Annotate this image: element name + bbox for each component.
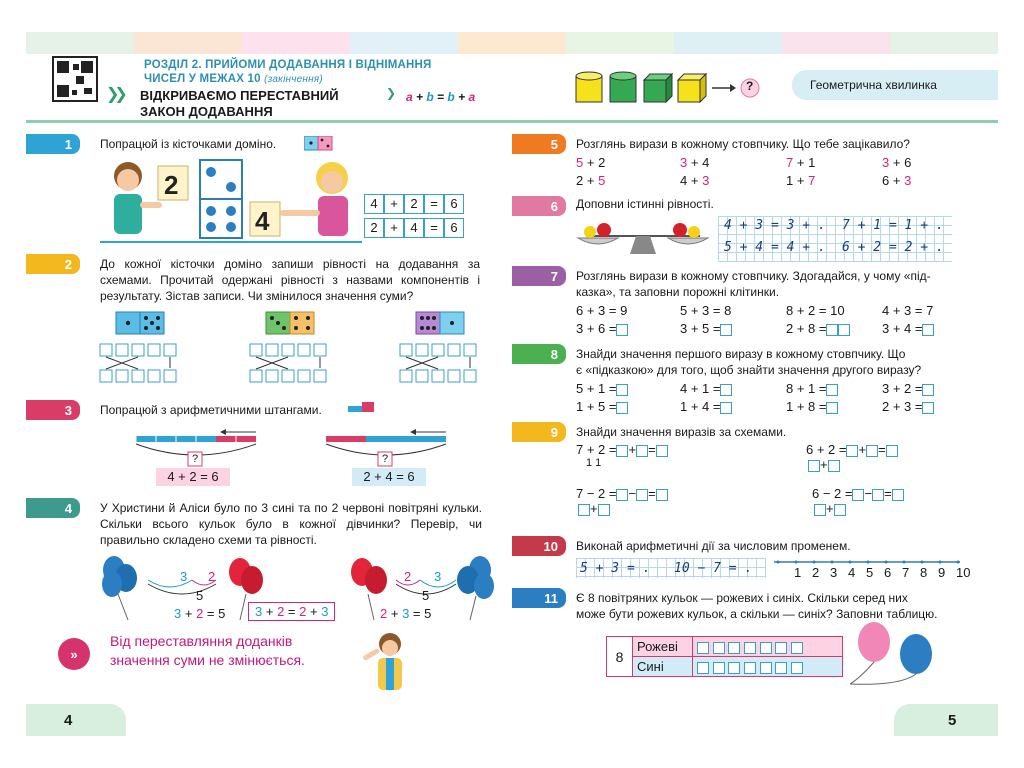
- answer-box[interactable]: [728, 662, 740, 674]
- answer-box[interactable]: [713, 642, 725, 654]
- rod-question-1: ?: [192, 453, 199, 465]
- eq2-cell: 4: [404, 218, 424, 238]
- row-label-pink: Рожеві: [633, 637, 693, 657]
- row-label-blue: Сині: [633, 657, 693, 677]
- eq2-cell: =: [424, 218, 444, 238]
- eq1-cell: 4: [364, 194, 384, 214]
- answer-box[interactable]: [846, 445, 858, 457]
- answer-box[interactable]: [616, 324, 628, 336]
- eq2-cell: 2: [364, 218, 384, 238]
- t6-eq-4: 6 + 2 = 2 + .: [842, 240, 944, 255]
- answer-box[interactable]: [814, 504, 826, 516]
- answer-box[interactable]: [828, 460, 840, 472]
- tick-label: 4: [848, 565, 856, 580]
- answer-box[interactable]: [636, 445, 648, 457]
- rule-icon: »: [58, 638, 90, 670]
- number-line-labels: [794, 565, 974, 580]
- task-number-1: 1: [26, 134, 80, 154]
- geometry-shapes: [574, 70, 764, 106]
- answer-box[interactable]: [866, 445, 878, 457]
- tick-label: 3: [830, 565, 838, 580]
- answer-box[interactable]: [744, 642, 756, 654]
- task-4-text: У Христини й Аліси було по 3 сині та по 2 червоні повітряні кульки. Скільки всього кульок було в кожної дівчинки? Перевір, чи правильно складено схеми та рівності.: [100, 501, 482, 547]
- teacher-illustration: [356, 630, 420, 694]
- answer-box[interactable]: [720, 324, 732, 336]
- answer-box[interactable]: [598, 504, 610, 516]
- answer-box[interactable]: [713, 662, 725, 674]
- t8-col-2: 4 + 1 = 1 + 4 =: [680, 380, 770, 416]
- answer-box[interactable]: [922, 384, 934, 396]
- kids-domino-illustration: [100, 156, 362, 244]
- t10-eq-1: 5 + 3 = .: [580, 561, 651, 576]
- answer-box[interactable]: [922, 324, 934, 336]
- top-color-strip: [26, 32, 998, 54]
- answer-box[interactable]: [656, 445, 668, 457]
- answer-box[interactable]: [775, 662, 787, 674]
- scheme-a-total: 5: [196, 588, 204, 603]
- t6-eq-1: 4 + 3 = 3 + .: [724, 218, 826, 233]
- svg-text:a + b = b + a: a + b = b + a: [406, 90, 476, 104]
- scheme-a-1: 3: [180, 569, 188, 584]
- answer-box[interactable]: [697, 662, 709, 674]
- task-number-5: 5: [512, 134, 566, 154]
- answer-box[interactable]: [578, 504, 590, 516]
- page-number-right: 5: [894, 704, 998, 736]
- rod-equation-2: 2 + 4 = 6: [352, 468, 426, 486]
- answer-box[interactable]: [616, 402, 628, 414]
- qr-code[interactable]: [52, 56, 98, 102]
- task-number-11: 11: [512, 588, 566, 608]
- balloon-equation-b: 2 + 3 = 5: [380, 606, 432, 621]
- t10-eq-2: 10 − 7 = .: [674, 561, 753, 576]
- balloons-table: [606, 636, 843, 677]
- answer-box[interactable]: [656, 489, 668, 501]
- answer-box[interactable]: [834, 504, 846, 516]
- domino-equation-2: [364, 218, 464, 238]
- card-2: 2: [164, 170, 179, 200]
- answer-box[interactable]: [720, 384, 732, 396]
- tick-label: 1: [794, 565, 802, 580]
- domino-small-icon: [304, 136, 334, 152]
- answer-box[interactable]: [616, 445, 628, 457]
- domino-schemes: [96, 310, 496, 390]
- double-chevron-icon: ❯❯: [106, 86, 123, 103]
- answer-box[interactable]: [728, 642, 740, 654]
- t8-col-1: 5 + 1 = 1 + 5 =: [576, 380, 666, 416]
- answer-box[interactable]: [852, 489, 864, 501]
- answer-box[interactable]: [775, 642, 787, 654]
- lesson-title: ВІДКРИВАЄМО ПЕРЕСТАВНИЙ ЗАКОН ДОДАВАННЯ: [140, 88, 339, 119]
- answer-box[interactable]: [616, 384, 628, 396]
- scheme-b-total: 5: [422, 588, 430, 603]
- answer-box[interactable]: [744, 662, 756, 674]
- tick-label: 7: [902, 565, 910, 580]
- t5-col-2: 3 + 4 4 + 3: [680, 155, 710, 188]
- rod-icon: [348, 402, 376, 416]
- t9-split: 1 1: [586, 457, 602, 469]
- domino-equation-1: [364, 194, 464, 214]
- task-number-9: 9: [512, 422, 566, 442]
- tick-label: 2: [812, 565, 820, 580]
- task-number-2: 2: [26, 254, 80, 274]
- pink-blue-balloons: [850, 622, 950, 688]
- header-divider: [26, 120, 998, 123]
- answer-box[interactable]: [720, 402, 732, 414]
- balloon-equation-a: 3 + 2 = 5: [174, 606, 226, 621]
- answer-box[interactable]: [826, 384, 838, 396]
- answer-box[interactable]: [760, 662, 772, 674]
- geometry-minute-tab: Геометрична хвилинка: [792, 70, 998, 100]
- task-number-4: 4: [26, 498, 80, 518]
- eq1-cell: 6: [444, 194, 464, 214]
- task-number-8: 8: [512, 344, 566, 364]
- table-total: 8: [607, 637, 633, 677]
- section-title: РОЗДІЛ 2. ПРИЙОМИ ДОДАВАННЯ І ВІДНІМАННЯ ЧИСЕЛ У МЕЖАХ 10 (закінчення): [144, 59, 432, 85]
- task-number-10: 10: [512, 536, 566, 556]
- answer-box[interactable]: [826, 402, 838, 414]
- task-5-text: Розглянь вирази в кожному стовпчику. Що тебе зацікавило?: [576, 137, 910, 151]
- t5-col-4: 3 + 6 6 + 3: [882, 155, 912, 188]
- t5-col-3: 7 + 1 1 + 7: [786, 155, 816, 188]
- answer-box[interactable]: [892, 489, 904, 501]
- tick-label: 8: [920, 565, 928, 580]
- eq2-cell: +: [384, 218, 404, 238]
- balloon-equation-middle: 3 + 2 = 2 + 3: [248, 602, 335, 621]
- rod-question-2: ?: [382, 453, 389, 465]
- balance-scale-illustration: [576, 222, 710, 256]
- formula-text: [406, 89, 496, 105]
- answer-box[interactable]: [697, 642, 709, 654]
- answer-box[interactable]: [791, 642, 803, 654]
- answer-box[interactable]: [922, 402, 934, 414]
- t9-scheme-4: 6 − 2 = − = +: [812, 486, 904, 516]
- task-1-text: Попрацюй із кісточками доміно.: [100, 137, 277, 151]
- textbook-spread: [26, 32, 998, 736]
- task-8-text: Знайди значення першого виразу в кожному стовпчику. Що є «підказкою» для того, щоб знайти значення другого виразу?: [576, 347, 922, 377]
- answer-box[interactable]: [791, 662, 803, 674]
- t7-col-3: 8 + 2 = 10 2 + 8 =: [786, 302, 876, 338]
- rod-equation-1: 4 + 2 = 6: [156, 468, 230, 486]
- t7-col-4: 4 + 3 = 7 3 + 4 =: [882, 303, 934, 336]
- t8-col-3: 8 + 1 = 1 + 8 =: [786, 380, 876, 416]
- tick-label: 9: [938, 565, 946, 580]
- tick-label: 10: [956, 565, 971, 580]
- answer-box[interactable]: [808, 460, 820, 472]
- t6-eq-3: 7 + 1 = 1 + .: [842, 218, 944, 233]
- eq1-cell: +: [384, 194, 404, 214]
- chevron-icon: ❯: [386, 86, 392, 100]
- blue-cells: [693, 657, 843, 677]
- answer-box[interactable]: [886, 445, 898, 457]
- answer-box[interactable]: [838, 324, 850, 336]
- yellow-cube: [678, 80, 700, 102]
- pink-cells: [693, 637, 843, 657]
- answer-box[interactable]: [826, 324, 838, 336]
- task-11-text: Є 8 повітряних кульок — рожевих і синіх. Скільки серед них може бути рожевих кульок, а скільки — синіх? Заповни таблицю.: [576, 591, 938, 621]
- task-number-6: 6: [512, 196, 566, 216]
- eq1-cell: =: [424, 194, 444, 214]
- task-2-text: До кожної кісточки доміно запиши рівності на додавання за схемами. Прочитай одержані рівності з назвами компонентів і результату. Зістав записи. Чи змінилося значення суми?: [100, 257, 480, 303]
- t9-scheme-3: 7 − 2 = − = +: [576, 486, 668, 516]
- t8-col-4: 3 + 2 = 2 + 3 =: [882, 380, 972, 416]
- task-number-7: 7: [512, 266, 566, 286]
- answer-box[interactable]: [872, 489, 884, 501]
- t9-scheme-2: 6 + 2 = + = +: [806, 442, 898, 472]
- question-mark: ?: [746, 79, 754, 93]
- t9-scheme-1: 7 + 2 = + = 1 1: [576, 442, 668, 470]
- tick-label: 5: [866, 565, 874, 580]
- t7-col-2: 5 + 3 = 8 3 + 5 =: [680, 303, 732, 336]
- green-cube: [644, 80, 666, 102]
- rule-text: Від переставляння доданків значення суми не змінюється.: [110, 633, 305, 668]
- shapes-sequence: [574, 70, 764, 106]
- answer-box[interactable]: [636, 489, 648, 501]
- answer-box[interactable]: [760, 642, 772, 654]
- scheme-b-2: 3: [434, 569, 442, 584]
- task-9-text: Знайди значення виразів за схемами.: [576, 425, 787, 439]
- task-7-text: Розглянь вирази в кожному стовпчику. Здогадайся, у чому «під- казка», та заповни порожні клітинки.: [576, 269, 931, 299]
- page-number-left: 4: [26, 704, 126, 736]
- tick-label: 6: [884, 565, 892, 580]
- t6-eq-2: 5 + 4 = 4 + .: [724, 240, 826, 255]
- eq1-cell: 2: [404, 194, 424, 214]
- t7-col-1: 6 + 3 = 9 3 + 6 =: [576, 303, 628, 336]
- task-10-text: Виконай арифметичні дії за числовим променем.: [576, 539, 851, 553]
- scheme-b-1: 2: [404, 569, 412, 584]
- commutative-formula: [406, 89, 496, 108]
- eq2-cell: 6: [444, 218, 464, 238]
- scheme-a-2: 2: [208, 569, 216, 584]
- answer-box[interactable]: [616, 489, 628, 501]
- task-3-text: Попрацюй з арифметичними штангами.: [100, 403, 322, 417]
- t5-col-1: 5 + 2 2 + 5: [576, 155, 606, 188]
- task-6-text: Доповни істинні рівності.: [576, 197, 714, 211]
- card-4: 4: [255, 206, 270, 236]
- task-number-3: 3: [26, 400, 80, 420]
